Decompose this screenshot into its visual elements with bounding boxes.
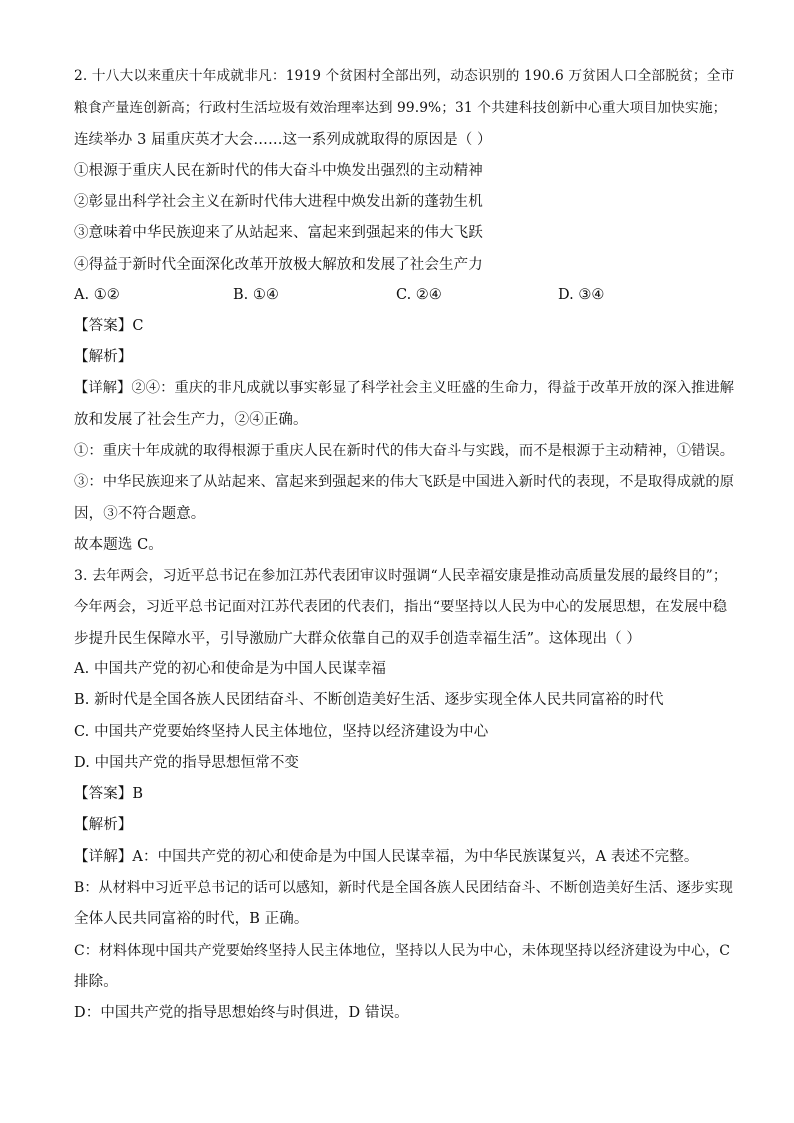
q2-option-b: B. ①④: [233, 287, 279, 303]
q2-analysis-line-6: 故本题选 C。: [74, 537, 163, 553]
q2-analysis-line-3: ①：重庆十年成就的取得根源于重庆人民在新时代的伟大奋斗与实践，而不是根源于主动精神，①错误。: [74, 443, 735, 459]
q3-option-a: A. 中国共产党的初心和使命是为中国人民谋幸福: [74, 661, 386, 677]
q2-answer: 【答案】C: [74, 318, 144, 334]
q2-statement-3: ③意味着中华民族迎来了从站起来、富起来到强起来的伟大飞跃: [74, 225, 483, 241]
q2-option-a: A. ①②: [74, 287, 120, 303]
q2-statement-1: ①根源于重庆人民在新时代的伟大奋斗中焕发出强烈的主动精神: [74, 163, 483, 179]
q2-statement-4: ④得益于新时代全面深化改革开放极大解放和发展了社会生产力: [74, 257, 483, 273]
q2-stem-line-3: 连续举办 3 届重庆英才大会……这一系列成就取得的原因是（ ）: [74, 132, 492, 148]
q2-analysis-line-2: 放和发展了社会生产力，②④正确。: [74, 412, 308, 428]
q2-stem-line-1: 2. 十八大以来重庆十年成就非凡：1919 个贫困村全部出列，动态识别的 190.6 万贫困人口全部脱贫；全市: [74, 68, 735, 84]
q3-option-c: C. 中国共产党要始终坚持人民主体地位，坚持以经济建设为中心: [74, 724, 489, 740]
q2-option-d: D. ③④: [558, 287, 605, 303]
q3-stem-line-2: 今年两会，习近平总书记面对江苏代表团的代表们，指出“要坚持以人民为中心的发展思想，在发展中稳: [74, 599, 728, 615]
q3-stem-line-3: 步提升民生保障水平，引导激励广大群众依靠自己的双手创造幸福生活”。这体现出（ ）: [74, 631, 642, 647]
q2-analysis-line-4: ③：中华民族迎来了从站起来、富起来到强起来的伟大飞跃是中国进入新时代的表现，不是取得成就的原: [74, 474, 735, 490]
q3-option-d: D. 中国共产党的指导思想恒常不变: [74, 755, 300, 771]
q3-analysis-line-3: 全体人民共同富裕的时代，B 正确。: [74, 911, 309, 927]
q2-stem-line-2: 粮食产量连创新高；行政村生活垃圾有效治理率达到 99.9%；31 个共建科技创新中心重大项目加快实施；: [74, 100, 727, 116]
q3-answer: 【答案】B: [74, 786, 144, 802]
q2-analysis-label: 【解析】: [74, 349, 133, 365]
q2-analysis-line-5: 因，③不符合题意。: [74, 506, 206, 522]
q2-analysis-line-1: 【详解】②④：重庆的非凡成就以事实彰显了科学社会主义旺盛的生命力，得益于改革开放的深入推进解: [74, 380, 735, 396]
q3-option-b: B. 新时代是全国各族人民团结奋斗、不断创造美好生活、逐步实现全体人民共同富裕的时代: [74, 692, 664, 708]
q3-analysis-line-6: D：中国共产党的指导思想始终与时俱进，D 错误。: [74, 1005, 409, 1021]
q3-analysis-line-2: B：从材料中习近平总书记的话可以感知，新时代是全国各族人民团结奋斗、不断创造美好生活、逐步实现: [74, 880, 733, 896]
q2-statement-2: ②彰显出科学社会主义在新时代伟大进程中焕发出新的蓬勃生机: [74, 194, 483, 210]
q2-options: [74, 285, 734, 305]
q3-stem-line-1: 3. 去年两会，习近平总书记在参加江苏代表团审议时强调“人民幸福安康是推动高质量发展的最终目的”；: [74, 568, 728, 584]
q3-analysis-line-5: 排除。: [74, 974, 118, 990]
q2-option-c: C. ②④: [396, 287, 442, 303]
q3-analysis-line-1: 【详解】A：中国共产党的初心和使命是为中国人民谋幸福，为中华民族谋复兴，A 表述不完整。: [74, 849, 699, 865]
q3-analysis-line-4: C：材料体现中国共产党要始终坚持人民主体地位，坚持以人民为中心，未体现坚持以经济建设为中心，C: [74, 943, 731, 959]
q3-analysis-label: 【解析】: [74, 817, 133, 833]
